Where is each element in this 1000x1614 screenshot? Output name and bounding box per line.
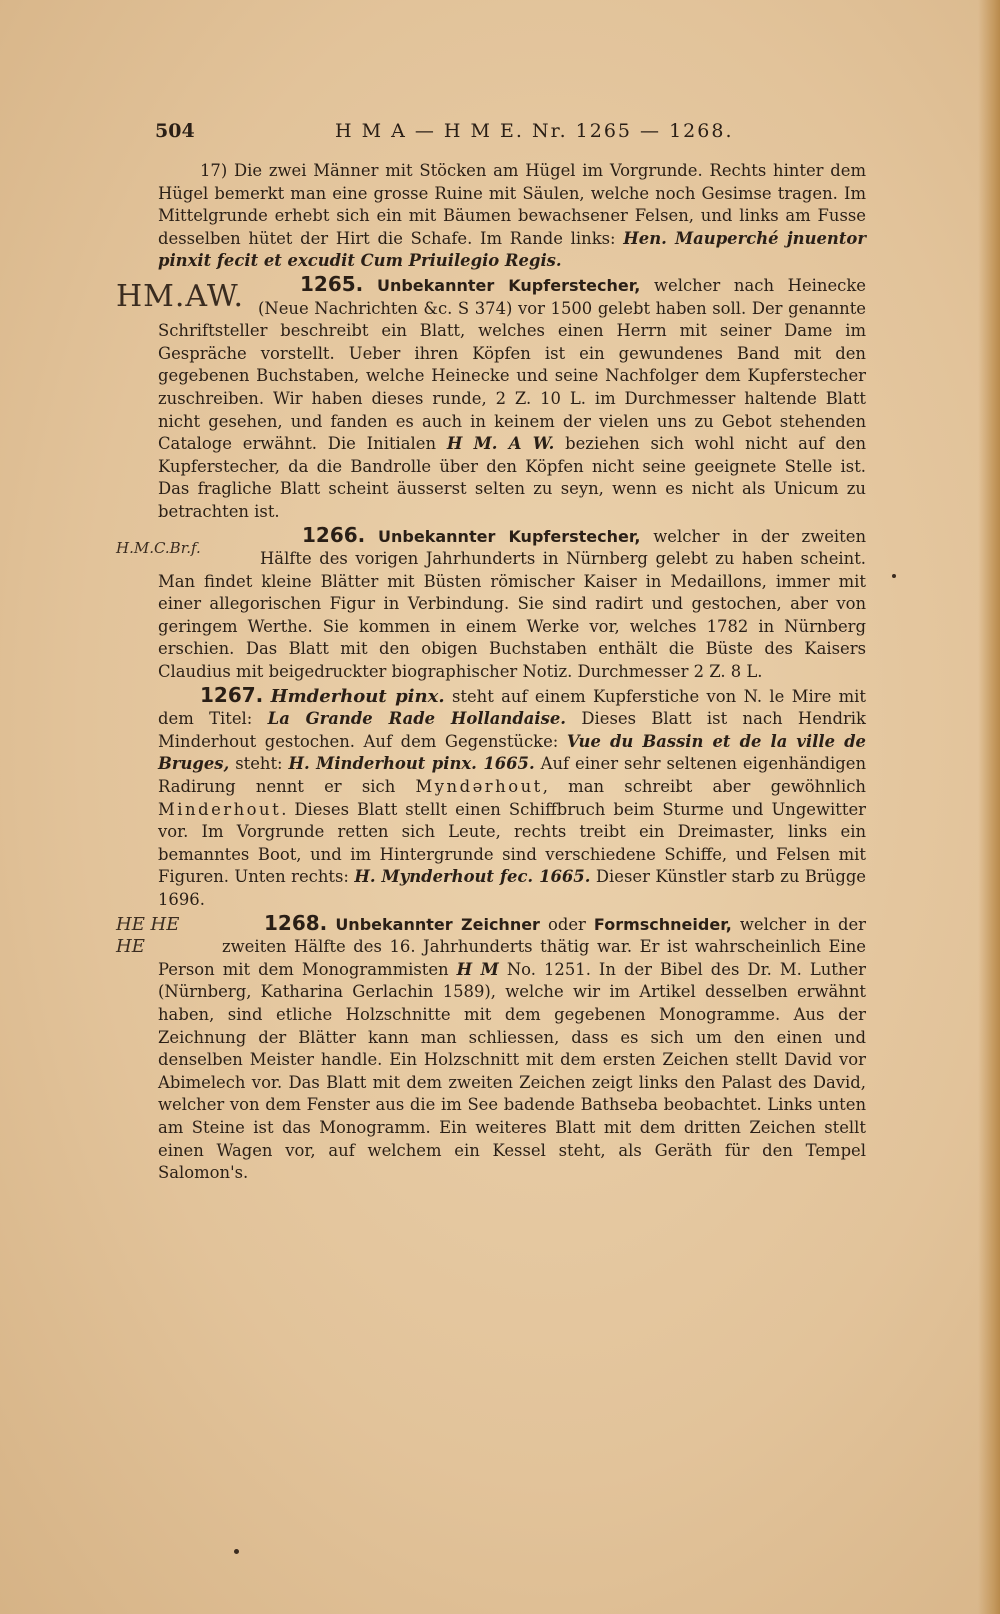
entry-text: , man schreibt aber gewöhnlich bbox=[542, 777, 866, 797]
entry-text: No. 1251. In der Bibel des Dr. M. Luther (Nürnberg, Katharina Gerlachin 1589), welche wir im Artikel desselben erwähnt haben, sind etliche Holzschnitte mit dem gegebenen Monogramme. Aus der Zeichnung der Blätter kann man schliessen, dass es sich um den einen und denselben Meister handle. Ein Holzschnitt mit dem ersten Zeichen stellt David vor Abimelech vor. Das Blatt mit dem zweiten Zeichen zeigt links den Palast des David, welcher von dem Fenster aus die im See badende Bathseba beobachtet. Links unten am Steine ist das Monogramm. Ein weiteres Blatt mit dem dritten Zeichen stellt einen Wagen vor, auf welchem ein Kessel steht, als Geräth für den Tempel Salomon's. bbox=[158, 959, 866, 1183]
entry-heading-2: Formschneider, bbox=[593, 914, 732, 934]
continuation-paragraph bbox=[158, 160, 866, 273]
entry-text: beziehen sich wohl nicht auf den Kupferstecher, da die Bandrolle über den Köpfen nicht seine geeignete Stelle ist. Das fragliche Blatt scheint äusserst selten zu seyn, wenn es nicht als Unicum zu betrachten ist. bbox=[158, 434, 866, 521]
entry-text: Auf einer sehr seltenen eigenhändigen Radirung nennt er sich bbox=[158, 754, 866, 797]
continuation-inscription: Hen. Mauperché jnuentor pinxit fecit et excudit Cum Priuilegio Regis. bbox=[158, 228, 866, 271]
ink-speck bbox=[892, 574, 896, 578]
monogram-hmcbr: H.M.C.Br.f. bbox=[116, 538, 201, 557]
running-head: H M A — H M E. Nr. 1265 — 1268. bbox=[335, 120, 734, 142]
entry-text: oder bbox=[539, 914, 594, 934]
page-number: 504 bbox=[155, 120, 195, 142]
entry-1268 bbox=[116, 910, 866, 1185]
entry-number: 1268. bbox=[264, 910, 328, 935]
entry-1267 bbox=[158, 684, 866, 912]
entry-text: . Dieses Blatt stellt einen Schiffbruch beim Sturme und Ungewitter vor. Im Vorgrunde retten sich Leute, rechts treibt ein Dreimaster, links ein bemanntes Boot, und im Hintergrunde sind verschiedene Schiffe, und Felsen mit Figuren. Unten rechts: bbox=[158, 799, 866, 887]
entry-1265 bbox=[116, 271, 866, 524]
page-edge-shadow bbox=[978, 0, 1000, 1614]
entry-text: steht auf einem Kupferstiche von N. le Mire mit dem Titel: bbox=[158, 686, 867, 729]
print-title: La Grande Rade Hollandaise. bbox=[267, 709, 567, 729]
entry-text: welcher in der zweiten Hälfte des 16. Jahrhunderts thätig war. Er ist wahrscheinlich Eine Person mit dem Monogrammisten bbox=[158, 914, 866, 979]
entry-number: 1265. bbox=[300, 271, 364, 296]
entry-text: Dieser Künstler starb zu Brügge 1696. bbox=[158, 867, 867, 909]
entry-number: 1267. bbox=[200, 682, 264, 707]
page-header bbox=[155, 116, 865, 150]
entry-text: steht: bbox=[229, 754, 289, 774]
ink-speck bbox=[234, 1549, 239, 1554]
monogram-hmaw: HM.AW. bbox=[116, 278, 244, 314]
entry-text: welcher in der zweiten Hälfte des vorigen Jahrhunderts in Nürnberg gelebt zu haben scheint. Man findet kleine Blätter mit Büsten römischer Kaiser in Medaillons, immer mit einer allegorischen Figur in Verbindung. Sie sind radirt und gestochen, aber von geringem Werthe. Sie kommen in einem Werke vor, welches 1782 in Nürnberg erschien. Das Blatt mit den obigen Buchstaben enthält die Büste des Kaisers Claudius mit beigedruckter biographischer Notiz. Durchmesser 2 Z. 8 L. bbox=[158, 526, 867, 682]
entry-heading: Unbekannter Kupferstecher, bbox=[378, 526, 641, 546]
monogram-he bbox=[116, 914, 208, 958]
artist-name: Minderhout bbox=[158, 799, 282, 819]
monogrammist-ref: H M bbox=[456, 959, 499, 979]
body-text bbox=[116, 160, 867, 1185]
entry-1266 bbox=[116, 522, 867, 684]
continuation-text: 17) Die zwei Männer mit Stöcken am Hügel im Vorgrunde. Rechts hinter dem Hügel bemerkt man eine grosse Ruine mit Säulen, welche noch Gesimse tragen. Im Mittelgrunde erhebt sich ein mit Bäumen bewachsener Felsen, und links am Fusse desselben hütet der Hirt die Schafe. Im Rande links: bbox=[158, 161, 866, 248]
print-title: Vue du Bassin et de la ville de Bruges, bbox=[158, 731, 866, 774]
artist-name: Myndərhout bbox=[415, 777, 543, 797]
signature: H. Mynderhout fec. 1665. bbox=[354, 867, 591, 887]
entry-initials: H M. A W. bbox=[446, 434, 555, 454]
entry-heading: Unbekannter Zeichner bbox=[335, 914, 540, 934]
entry-heading: Unbekannter Kupferstecher, bbox=[376, 275, 641, 295]
entry-text: Dieses Blatt ist nach Hendrik Minderhout gestochen. Auf dem Gegenstücke: bbox=[158, 709, 866, 751]
monogram-he-2: HE bbox=[116, 935, 145, 957]
signature: H. Minderhout pinx. 1665. bbox=[288, 754, 535, 774]
entry-heading-signature: Hmderhout pinx. bbox=[270, 685, 445, 707]
monogram-he-1: HE HE bbox=[116, 913, 180, 935]
entry-text: welcher nach Heinecke (Neue Nachrichten &c. S 374) vor 1500 gelebt haben soll. Der genannte Schriftsteller beschreibt ein Blatt, welches einen Herrn mit seiner Dame im Gespräche vorstellt. Ueber ihren Köpfen ist ein gewundenes Band mit den gegebenen Buchstaben, welche Heinecke und seine Nachfolger dem Kupferstecher zuschreiben. Wir haben dieses runde, 2 Z. 10 L. im Durchmesser haltende Blatt nicht gesehen, und fanden es auch in keinem der vielen uns zu Gebot stehenden Cataloge erwähnt. Die Initialen bbox=[158, 275, 866, 454]
entry-number: 1266. bbox=[302, 522, 366, 547]
